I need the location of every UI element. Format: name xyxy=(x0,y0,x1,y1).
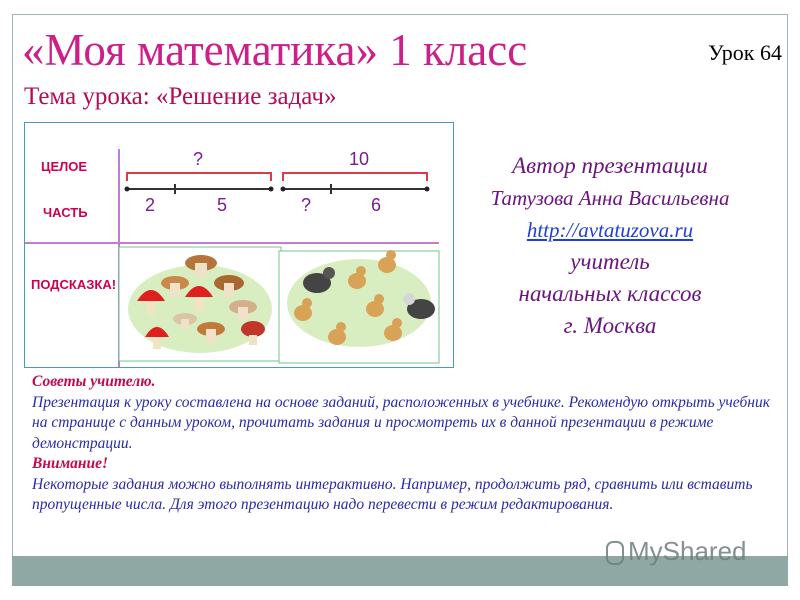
watermark xyxy=(606,536,747,567)
mouse-icon xyxy=(606,541,624,565)
page-title: «Моя математика» 1 класс xyxy=(22,25,528,75)
watermark-text: MyShared xyxy=(628,536,747,566)
teacher-tips xyxy=(32,372,772,516)
right-whole-value: 10 xyxy=(349,149,370,169)
tips-attention: Внимание! xyxy=(32,455,109,472)
left-part-1: 2 xyxy=(145,195,156,215)
lesson-topic: Тема урока: «Решение задач» xyxy=(24,83,337,110)
diagram-graphics xyxy=(25,123,453,367)
left-part-2: 5 xyxy=(217,195,228,215)
left-whole-brace xyxy=(127,173,271,181)
lesson-number: Урок 64 xyxy=(708,40,782,65)
tips-heading: Советы учителю. xyxy=(32,373,156,390)
part-whole-diagram xyxy=(24,122,454,368)
label-hint: ПОДСКАЗКА! xyxy=(31,277,117,292)
author-block xyxy=(454,150,766,342)
right-part-2: 6 xyxy=(371,195,382,215)
author-role-2: начальных классов xyxy=(518,281,702,306)
tips-paragraph-2: Некоторые задания можно выполнять интерактивно. Например, продолжить ряд, сравнить или вставить пропущенные числа. Для этого презентацию надо перевести в режим редактирования. xyxy=(32,475,753,513)
tips-paragraph-1: Презентация к уроку составлена на основе заданий, расположенных в учебнике. Рекомендую открыть учебник на странице с данным уроком, прочитать задания и просмотреть их в данной презентации в режиме демонстрации. xyxy=(32,393,770,452)
author-heading: Автор презентации xyxy=(512,153,708,178)
right-part-1: ? xyxy=(301,195,312,215)
author-role-1: учитель xyxy=(570,249,650,274)
left-whole-value: ? xyxy=(193,149,204,169)
author-link[interactable]: http://avtatuzova.ru xyxy=(526,218,694,242)
author-name: Татузова Анна Васильевна xyxy=(490,186,730,210)
label-whole: ЦЕЛОЕ xyxy=(41,159,88,174)
label-part: ЧАСТЬ xyxy=(43,205,88,220)
author-city: г. Москва xyxy=(563,313,657,338)
right-whole-brace xyxy=(283,173,427,181)
